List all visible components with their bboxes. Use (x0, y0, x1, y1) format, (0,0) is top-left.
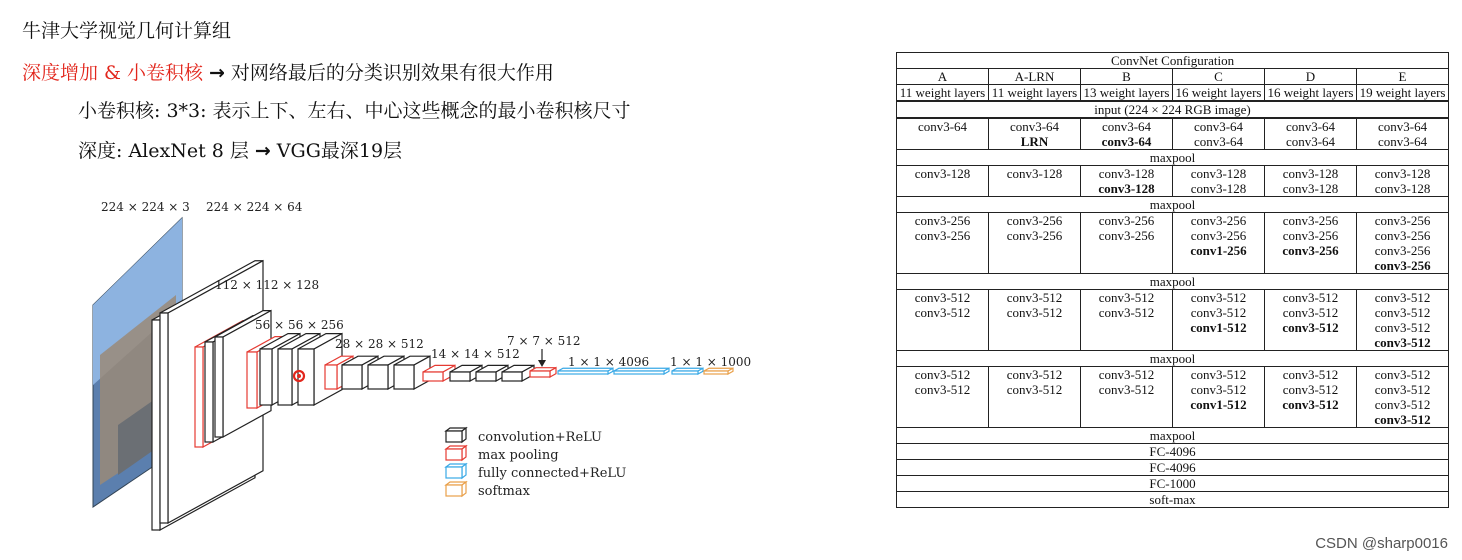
layer: conv3-512 (1190, 305, 1247, 320)
layer: conv3-256 (914, 228, 971, 243)
layer: conv3-512 (1006, 290, 1063, 305)
table-row (897, 69, 1449, 85)
layer: conv3-512 (1006, 305, 1063, 320)
column-header: A-LRN (989, 69, 1081, 85)
arrow-icon: → (209, 62, 225, 84)
block-conv5a-front (450, 372, 470, 381)
maxpool-row: maxpool (897, 274, 1449, 290)
legend-item (446, 482, 531, 499)
legend-label: convolution+ReLU (478, 430, 603, 445)
column-header: A (897, 69, 989, 85)
layer: conv3-512 (1374, 320, 1431, 335)
layer: conv3-64 (1377, 119, 1428, 134)
layer-cell (1173, 118, 1265, 150)
table-row (897, 492, 1449, 508)
label-c5: 14 × 14 × 512 (431, 347, 520, 361)
fc-row: FC-4096 (897, 444, 1449, 460)
layer-cell (1357, 166, 1449, 197)
layer: conv3-512 (1098, 305, 1155, 320)
label-fc: 1 × 1 × 4096 (568, 355, 650, 369)
layer: conv3-256 (1374, 228, 1431, 243)
notes-kernel-desc: 小卷积核: 3*3: 表示上下、左右、中心这些概念的最小卷积核尺寸 (78, 100, 631, 122)
layer-cell (1173, 290, 1265, 351)
layer: conv3-128 (914, 166, 971, 181)
layer-cell (989, 166, 1081, 197)
column-header: B (1081, 69, 1173, 85)
block-fc2-front (614, 371, 664, 374)
block-fc3-front (672, 371, 698, 374)
layer: conv3-64 (1193, 134, 1244, 149)
added-layer: conv1-256 (1190, 243, 1247, 258)
layer: conv3-256 (1006, 228, 1063, 243)
maxpool-row: maxpool (897, 428, 1449, 444)
legend-item (446, 446, 559, 463)
column-header: E (1357, 69, 1449, 85)
layer: conv3-512 (1190, 382, 1247, 397)
layer: conv3-256 (1190, 228, 1247, 243)
block-pool3-front (325, 365, 337, 389)
added-layer: conv1-512 (1190, 397, 1247, 412)
block-conv3b-front (278, 349, 292, 405)
maxpool-row: maxpool (897, 150, 1449, 166)
layer: conv3-128 (1374, 166, 1431, 181)
layer: conv3-512 (1098, 290, 1155, 305)
layer-cell (1081, 166, 1173, 197)
legend-swatch-side (462, 482, 466, 496)
notes-alexnet: 深度: AlexNet 8 层 (78, 140, 249, 162)
layer-cell (1265, 367, 1357, 428)
layer: conv3-512 (1282, 367, 1339, 382)
column-header: D (1265, 69, 1357, 85)
layer: conv3-512 (1098, 382, 1155, 397)
table-row (897, 351, 1449, 367)
layer: conv3-512 (1374, 397, 1431, 412)
legend-swatch (446, 449, 462, 460)
pointer-arrow-icon (538, 360, 546, 367)
table-row (897, 367, 1449, 428)
legend-label: fully connected+ReLU (478, 466, 627, 481)
layer: conv3-256 (1190, 213, 1247, 228)
added-layer: conv1-512 (1190, 320, 1247, 335)
block-conv4b-front (368, 365, 388, 389)
layer: conv3-512 (914, 382, 971, 397)
layer-cell (1357, 367, 1449, 428)
layer-cell (897, 367, 989, 428)
layer: conv3-256 (1282, 228, 1339, 243)
layer: conv3-256 (1374, 243, 1431, 258)
layer-cell (1265, 290, 1357, 351)
red-dot-center (297, 374, 301, 378)
layer-cell (897, 166, 989, 197)
layer-cell (989, 290, 1081, 351)
table-row (897, 290, 1449, 351)
layer: conv3-128 (1282, 181, 1339, 196)
table-row (897, 476, 1449, 492)
block-pool5 (530, 368, 556, 377)
legend-swatch (446, 467, 462, 478)
layer: conv3-512 (914, 290, 971, 305)
legend-label: max pooling (478, 448, 559, 463)
layer: conv3-256 (1006, 213, 1063, 228)
block-conv2b-front (215, 337, 223, 437)
layer-cell (897, 213, 989, 274)
table-row (897, 213, 1449, 274)
layer: conv3-512 (1374, 382, 1431, 397)
block-conv5c-front (502, 372, 522, 381)
table-row (897, 274, 1449, 290)
layer: conv3-64 (1377, 134, 1428, 149)
label-c6: 7 × 7 × 512 (507, 334, 581, 348)
weight-layers-cell: 11 weight layers (989, 85, 1081, 102)
block-conv1a-front (152, 320, 160, 530)
notes-line-depth-kernel (22, 62, 554, 85)
block-pool4-front (423, 372, 443, 381)
block-pool5-front (530, 371, 550, 377)
input-row: input (224 × 224 RGB image) (897, 101, 1449, 118)
layer: conv3-64 (1193, 119, 1244, 134)
layer: conv3-64 (1285, 119, 1336, 134)
added-layer: conv3-512 (1282, 397, 1339, 412)
label-input: 224 × 224 × 3 (101, 200, 190, 214)
block-fc3 (672, 368, 703, 374)
fc-row: FC-4096 (897, 460, 1449, 476)
layer: conv3-64 (1101, 119, 1152, 134)
table-row (897, 166, 1449, 197)
legend-swatch-side (462, 464, 466, 478)
maxpool-row: maxpool (897, 197, 1449, 213)
convnet-config-table (896, 52, 1448, 508)
layer-cell (1357, 213, 1449, 274)
table-row (897, 150, 1449, 166)
block-fc2 (614, 368, 669, 374)
legend-swatch (446, 431, 462, 442)
label-c1: 224 × 224 × 64 (206, 200, 303, 214)
block-conv3a-front (260, 349, 272, 405)
layer: conv3-256 (1374, 213, 1431, 228)
layer-cell (1081, 118, 1173, 150)
layer: conv3-128 (1282, 166, 1339, 181)
layer-cell (1173, 166, 1265, 197)
layer-cell (1265, 213, 1357, 274)
layer: conv3-128 (1374, 181, 1431, 196)
softmax-row: soft-max (897, 492, 1449, 508)
layer: conv3-64 (917, 119, 968, 134)
legend (446, 428, 626, 499)
notes-title: 牛津大学视觉几何计算组 (22, 20, 232, 42)
layer: conv3-64 (1285, 134, 1336, 149)
layer: conv3-512 (914, 367, 971, 382)
layer-cell (1081, 213, 1173, 274)
layer: conv3-512 (1282, 305, 1339, 320)
legend-swatch-side (462, 446, 466, 460)
layer-cell (897, 290, 989, 351)
label-c4: 28 × 28 × 512 (335, 337, 424, 351)
table-row (897, 197, 1449, 213)
layer: conv3-256 (1098, 213, 1155, 228)
highlight-depth-kernel: 深度增加 & 小卷积核 (22, 62, 203, 84)
weight-layers-cell: 11 weight layers (897, 85, 989, 102)
layer-cell (1265, 118, 1357, 150)
legend-swatch-side (462, 428, 466, 442)
layer: conv3-512 (1006, 382, 1063, 397)
legend-swatch (446, 485, 462, 496)
block-fc1 (558, 368, 613, 374)
layer: conv3-256 (1098, 228, 1155, 243)
table-row (897, 53, 1449, 69)
table-row (897, 101, 1449, 118)
table-row (897, 85, 1449, 102)
layer: conv3-512 (1190, 367, 1247, 382)
layer-cell (1081, 367, 1173, 428)
fc-row: FC-1000 (897, 476, 1449, 492)
column-header: C (1173, 69, 1265, 85)
notes-vgg: VGG最深19层 (276, 140, 403, 162)
added-layer: conv3-256 (1282, 243, 1339, 258)
legend-item (446, 464, 626, 481)
weight-layers-cell: 16 weight layers (1173, 85, 1265, 102)
layer-cell (989, 213, 1081, 274)
table-row (897, 118, 1449, 150)
layer-cell (1357, 118, 1449, 150)
added-layer: conv3-512 (1374, 335, 1431, 350)
added-layer: conv3-512 (1282, 320, 1339, 335)
weight-layers-cell: 16 weight layers (1265, 85, 1357, 102)
layer-cell (1173, 213, 1265, 274)
table-row (897, 444, 1449, 460)
layer-cell (1265, 166, 1357, 197)
layer: conv3-128 (1098, 166, 1155, 181)
layer-cell (1357, 290, 1449, 351)
layer: conv3-512 (1374, 290, 1431, 305)
added-layer: conv3-64 (1101, 134, 1152, 149)
layer: conv3-512 (914, 305, 971, 320)
layer: conv3-512 (1006, 367, 1063, 382)
layer: conv3-128 (1190, 181, 1247, 196)
block-conv1b-front (160, 313, 168, 523)
block-softmax-front (704, 371, 728, 374)
added-layer: LRN (1020, 134, 1049, 149)
layer: conv3-128 (1006, 166, 1063, 181)
label-c2: 112 × 112 × 128 (215, 278, 320, 292)
layer-cell (1173, 367, 1265, 428)
layer-cell (989, 118, 1081, 150)
block-conv4c-front (394, 365, 414, 389)
block-conv2a-front (205, 342, 213, 442)
layer-blocks (93, 218, 733, 530)
block-softmax (704, 368, 733, 374)
label-c3: 56 × 56 × 256 (255, 318, 344, 332)
layer: conv3-64 (1009, 119, 1060, 134)
table-row (897, 460, 1449, 476)
legend-item (446, 428, 602, 445)
arrow-icon: → (254, 140, 271, 162)
layer: conv3-512 (1374, 305, 1431, 320)
table-title: ConvNet Configuration (897, 53, 1449, 69)
layer: conv3-256 (1282, 213, 1339, 228)
label-softmax: 1 × 1 × 1000 (670, 355, 752, 369)
block-pool2-front (247, 352, 257, 408)
layer: conv3-512 (1374, 367, 1431, 382)
layer: conv3-512 (1098, 367, 1155, 382)
layer: conv3-128 (1190, 166, 1247, 181)
layer: conv3-512 (1282, 382, 1339, 397)
table-row (897, 428, 1449, 444)
block-fc1-front (558, 371, 608, 374)
vgg-architecture-diagram (0, 185, 790, 535)
added-layer: conv3-512 (1374, 412, 1431, 427)
maxpool-row: maxpool (897, 351, 1449, 367)
layer-cell (1081, 290, 1173, 351)
weight-layers-cell: 19 weight layers (1357, 85, 1449, 102)
block-conv4a-front (342, 365, 362, 389)
notes-depth-desc (78, 140, 402, 163)
watermark: CSDN @sharp0016 (1315, 535, 1448, 552)
layer: conv3-256 (914, 213, 971, 228)
weight-layers-cell: 13 weight layers (1081, 85, 1173, 102)
notes-line2-text: 对网络最后的分类识别效果有很大作用 (230, 62, 554, 84)
legend-label: softmax (478, 484, 530, 499)
layer-cell (989, 367, 1081, 428)
layer-cell (897, 118, 989, 150)
added-layer: conv3-256 (1374, 258, 1431, 273)
block-pool1-front (195, 347, 203, 447)
layer: conv3-512 (1282, 290, 1339, 305)
added-layer: conv3-128 (1098, 181, 1155, 196)
layer: conv3-512 (1190, 290, 1247, 305)
block-conv5b-front (476, 372, 496, 381)
